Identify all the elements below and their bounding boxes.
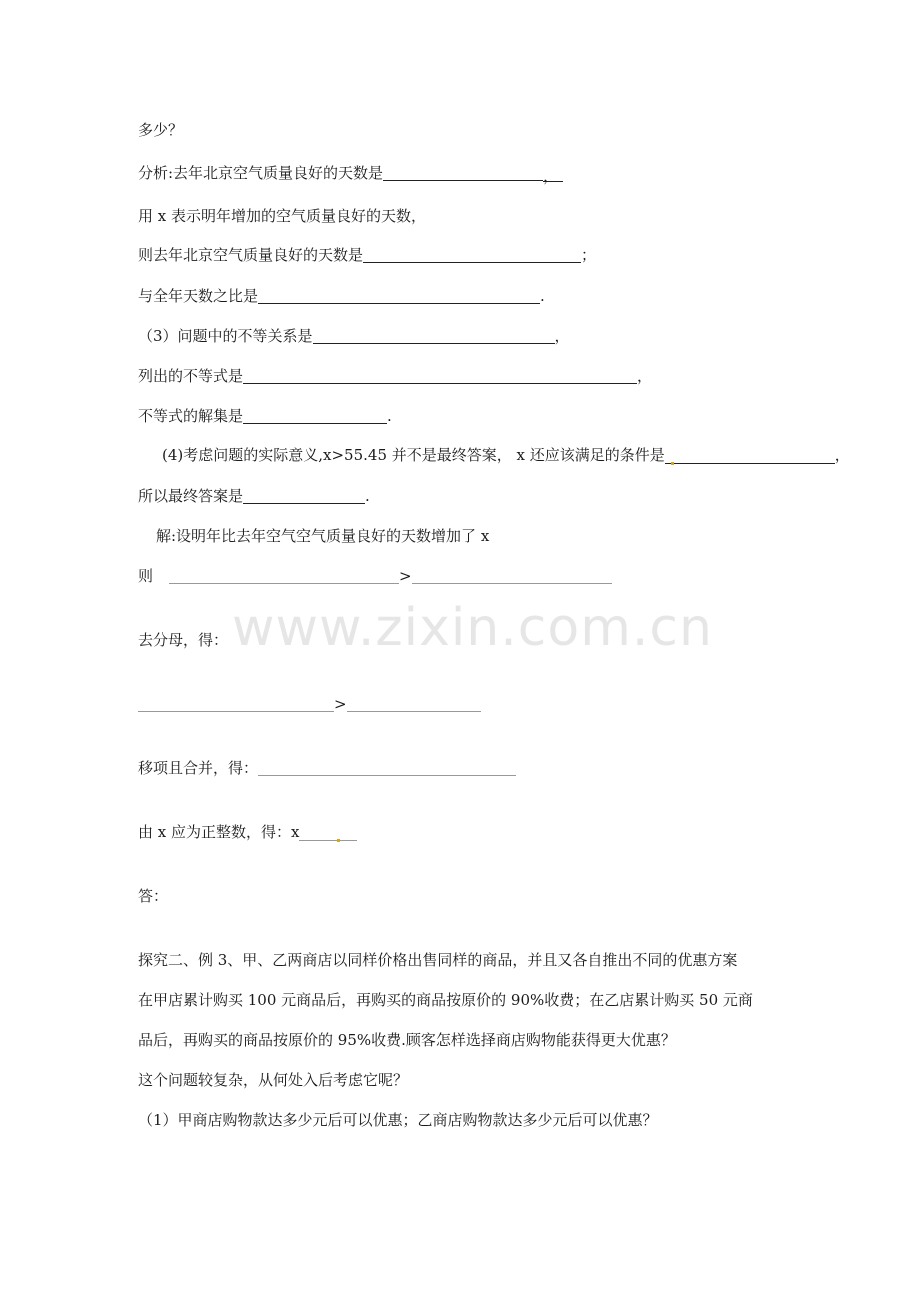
line-last-year-days: [138, 245, 596, 265]
line-clear-denominator: 去分母，得：: [138, 631, 229, 649]
greater-than: >: [399, 567, 412, 585]
answer-blank-left[interactable]: [169, 568, 399, 584]
answer-blank[interactable]: [299, 825, 357, 841]
answer-blank[interactable]: [243, 488, 365, 504]
line-positive-integer: [138, 822, 357, 842]
punct: .: [387, 407, 392, 425]
watermark: www.zixin.com.cn: [232, 598, 713, 658]
line-cleared-inequality: [138, 694, 481, 714]
answer-blank[interactable]: [313, 328, 555, 344]
line-store-b: 品后，再购买的商品按原价的 95%收费.顾客怎样选择商店购物能获得更大优惠？: [138, 1031, 676, 1049]
line-ratio: [138, 286, 545, 306]
actual-meaning-text: (4)考虑问题的实际意义,x>55.45 并不是最终答案， x 还应该满足的条件是: [162, 446, 665, 464]
punct: ；: [581, 246, 597, 264]
line-then: [138, 566, 612, 586]
answer-blank[interactable]: [243, 408, 387, 424]
line-question-end: 多少？: [138, 121, 184, 139]
greater-than: >: [334, 695, 347, 713]
punct: ，: [554, 327, 570, 345]
answer-blank[interactable]: [258, 760, 516, 776]
line-question-1: （1）甲商店购物款达多少元后可以优惠；乙商店购物款达多少元后可以优惠？: [138, 1111, 658, 1129]
answer-blank[interactable]: [665, 448, 835, 464]
relation-text: （3）问题中的不等关系是: [138, 327, 313, 345]
line-solution-start: 解:设明年比去年空气空气质量良好的天数增加了 x: [156, 527, 490, 545]
answer-blank[interactable]: [383, 165, 543, 181]
line-complex-question: 这个问题较复杂，从何处入后考虑它呢？: [138, 1071, 409, 1089]
combine-text: 移项且合并，得：: [138, 759, 259, 777]
then-text: 则: [138, 567, 154, 585]
line-analysis: [138, 163, 563, 183]
answer-blank[interactable]: [363, 247, 581, 263]
positive-integer-text: 由 x 应为正整数，得：x: [138, 823, 300, 841]
line-store-a: 在甲店累计购买 100 元商品后，再购买的商品按原价的 90%收费；在乙店累计购买 50 元商: [138, 991, 753, 1009]
line-inequality: [138, 366, 652, 386]
punct: ，: [637, 367, 653, 385]
line-combine: [138, 758, 516, 778]
answer-blank-right[interactable]: [347, 696, 481, 712]
answer-blank-right[interactable]: [412, 568, 612, 584]
answer-blank-left[interactable]: [138, 696, 334, 712]
line-solution-set: [138, 406, 392, 426]
line-actual-meaning: [162, 445, 850, 465]
solution-set-text: 不等式的解集是: [138, 407, 244, 425]
answer-blank-tail: ，: [543, 166, 563, 182]
line-inequality-relation: [138, 326, 570, 346]
answer-blank[interactable]: [258, 288, 540, 304]
analysis-text: 分析:去年北京空气质量良好的天数是: [138, 164, 384, 182]
line-answer: 答：: [138, 887, 169, 905]
punct: ，: [834, 446, 850, 464]
line-define-x: 用 x 表示明年增加的空气质量良好的天数，: [138, 207, 426, 225]
ratio-text: 与全年天数之比是: [138, 287, 259, 305]
line-final-answer: [138, 486, 370, 506]
line-explore-two: 探究二、例 3、甲、乙两商店以同样价格出售同样的商品，并且又各自推出不同的优惠方案: [138, 951, 738, 969]
final-answer-text: 所以最终答案是: [138, 487, 244, 505]
punct: .: [540, 287, 545, 305]
inequality-text: 列出的不等式是: [138, 367, 244, 385]
last-year-days-text: 则去年北京空气质量良好的天数是: [138, 246, 364, 264]
answer-blank[interactable]: [243, 368, 637, 384]
punct: .: [365, 487, 370, 505]
